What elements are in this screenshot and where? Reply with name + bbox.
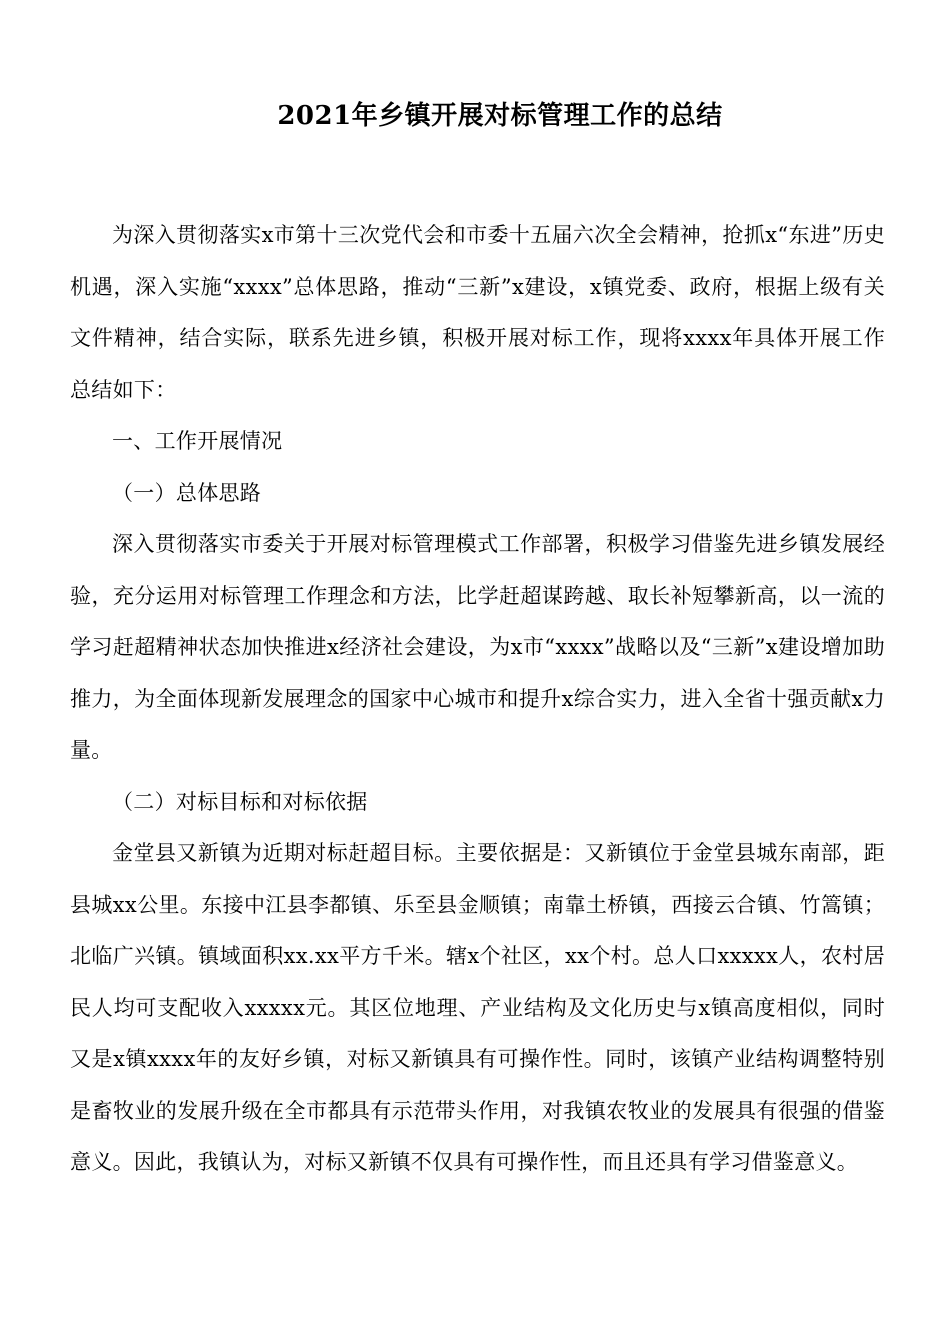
document-title: 2021年乡镇开展对标管理工作的总结 [277,101,723,131]
document-body [70,210,885,1189]
subsection-heading-1: （一）总体思路 [112,480,262,505]
section-heading-1: 一、工作开展情况 [112,429,283,453]
subsection-paragraph-2: 金堂县又新镇为近期对标赶超目标。主要依据是：又新镇位于金堂县城东南部，距县城xx公里。东接中江县李都镇、乐至县金顺镇；南靠土桥镇，西接云合镇、竹篙镇；北临广兴镇。镇域面积xx.xx平方千米。辖x个社区，xx个村。总人口xxxxx人，农村居民人均可支配收入xxxxx元。其区位地理、产业结构及文化历史与x镇高度相似，同时又是x镇xxxx年的友好乡镇，对标又新镇具有可操作性。同时，该镇产业结构调整特别是畜牧业的发展升级在全市都具有示范带头作用，对我镇农牧业的发展具有很强的借鉴意义。因此，我镇认为，对标又新镇不仅具有可操作性，而且还具有学习借鉴意义。 [70,841,885,1174]
intro-paragraph: 为深入贯彻落实x市第十三次党代会和市委十五届六次全会精神，抢抓x“东进”历史机遇，深入实施“xxxx”总体思路，推动“三新”x建设，x镇党委、政府，根据上级有关文件精神，结合实际，联系先进乡镇，积极开展对标工作，现将xxxx年具体开展工作总结如下： [70,223,885,402]
subsection-heading-2: （二）对标目标和对标依据 [112,789,368,814]
subsection-paragraph-1: 深入贯彻落实市委关于开展对标管理模式工作部署，积极学习借鉴先进乡镇发展经验，充分运用对标管理工作理念和方法，比学赶超谋跨越、取长补短攀新高，以一流的学习赶超精神状态加快推进x经济社会建设，为x市“xxxx”战略以及“三新”x建设增加助推力，为全面体现新发展理念的国家中心城市和提升x综合实力，进入全省十强贡献x力量。 [70,532,885,762]
